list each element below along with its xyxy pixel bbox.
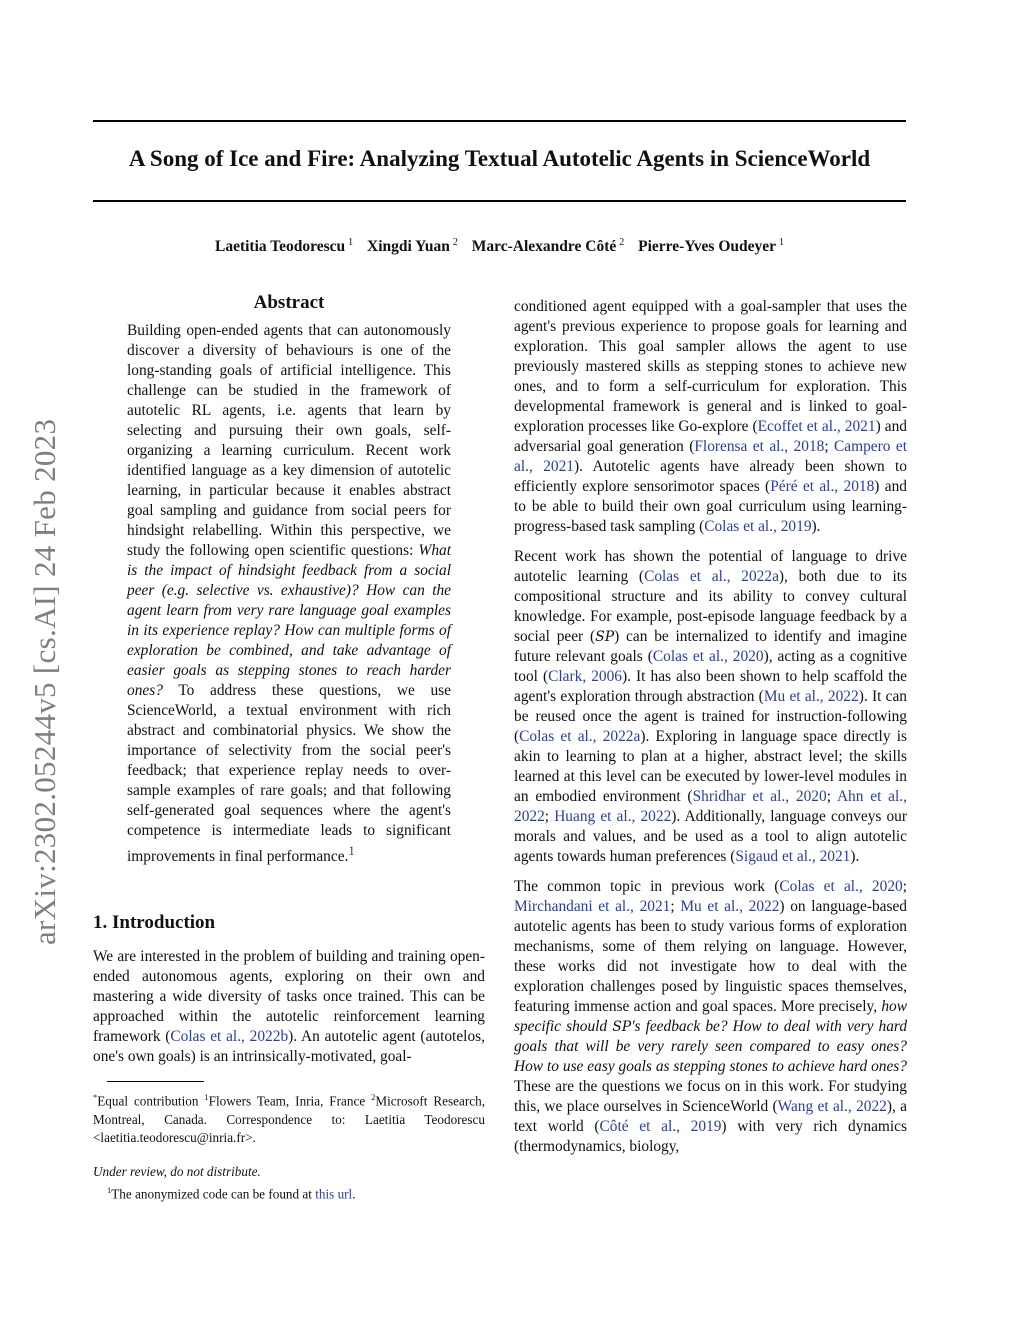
paper-title: A Song of Ice and Fire: Analyzing Textual Autotelic Agents in ScienceWorld bbox=[128, 146, 871, 171]
footnote-rule bbox=[107, 1081, 204, 1082]
citation-link[interactable]: Huang et al., 2022 bbox=[554, 808, 672, 825]
social-peer-symbol: SP bbox=[595, 629, 615, 645]
citation-link[interactable]: Colas et al., 2020 bbox=[652, 648, 764, 665]
body-paragraph: conditioned agent equipped with a goal-sampler that uses the agent's previous experience to propose goals for learning and exploration. This goal sampler allows the agent to use previously mastered skills as stepping stones to achieve new ones, and to form a self-curriculum for exploration. This developmental framework is general and is linked to goal-exploration processes like Go-explore (Ecoffet et al., 2021) and adversarial goal generation (Florensa et al., 2018; Campero et al., 2021). Autotelic agents have already been shown to efficiently explore sensorimotor spaces (Péré et al., 2018) and to be able to build their own goal curriculum using learning-progress-based task sampling (Colas et al., 2019). bbox=[514, 298, 907, 535]
author: Laetitia Teodorescu $^1$ bbox=[214, 237, 354, 256]
citation-link[interactable]: Campero et al., 2021 bbox=[514, 438, 907, 475]
author: Marc-Alexandre Côté $^2$ bbox=[471, 237, 625, 256]
abstract-body: Building open-ended agents that can autonomously discover a diversity of behaviours is one of the long-standing goals of artificial intelligence. This challenge can be studied in the framework of autotelic RL agents, i.e. agents that learn by selecting and pursuing their own goals, self-organizing a learning curriculum. Recent work identified language as a key dimension of autotelic learning, in particular because it enables abstract goal sampling and guidance from social peers for hindsight relabelling. Within this perspective, we study the following open scientific questions: What is the impact of hindsight feedback from a social peer (e.g. selective vs. exhaustive)? How can the agent learn from very rare language goal examples in its experience replay? How can multiple forms of exploration be combined, and take advantage of easier goals as stepping stones to reach harder ones? To address these questions, we use ScienceWorld, a textual environment with rich abstract and combinatorial physics. We show the importance of selectivity from the social peer's feedback; that experience replay needs to over-sample examples of rare goals; and that following self-generated goal sequences where the agent's competence is intermediate leads to significant improvements in final performance.$^1$ bbox=[127, 322, 451, 866]
citation-link[interactable]: Colas et al., 2019 bbox=[704, 518, 812, 535]
right-column bbox=[514, 297, 907, 1157]
author: Xingdi Yuan $^2$ bbox=[367, 237, 458, 256]
body-paragraph: The common topic in previous work (Colas et al., 2020; Mirchandani et al., 2021; Mu et al., 2022) on language-based autotelic agents has been to study various forms of exploration mechanisms, some of them relying on language. However, these works did not investigate how to deal with the exploration challenges posed by linguistic spaces themselves, featuring immense action and goal spaces. More precisely, how specific should SP's feedback be? How to deal with very hard goals that will be very rarely seen compared to easy ones? How to use easy goals as stepping stones to achieve hard ones? These are the questions we focus on in this work. For studying this, we place ourselves in ScienceWorld (Wang et al., 2022), a text world (Côté et al., 2019) with very rich dynamics (thermodynamics, biology, bbox=[514, 878, 908, 1155]
author-list bbox=[93, 237, 906, 256]
author: Pierre-Yves Oudeyer $^1$ bbox=[638, 237, 785, 256]
section-heading-introduction: 1. Introduction bbox=[93, 912, 216, 934]
intro-paragraph: We are interested in the problem of building and training open-ended autonomous agents, exploring on their own and mastering a wide diversity of tasks once trained. This can be approached within the autotelic reinforcement learning framework (Colas et al., 2022b). An autotelic agent (autotelos, one's own goals) is an intrinsically-motivated, goal- bbox=[93, 948, 485, 1066]
citation-link[interactable]: Colas et al., 2020 bbox=[779, 878, 903, 895]
under-review-notice: Under review, do not distribute. bbox=[93, 1163, 261, 1179]
social-peer-symbol: SP bbox=[612, 1019, 632, 1035]
citation-link[interactable]: Shridhar et al., 2020 bbox=[692, 788, 827, 805]
citation-link[interactable]: Colas et al., 2022a bbox=[644, 568, 779, 585]
citation-link[interactable]: Ahn et al., 2022 bbox=[514, 788, 907, 825]
left-column bbox=[93, 293, 485, 1203]
citation-link[interactable]: Colas et al., 2022b bbox=[170, 1028, 289, 1046]
citation-link[interactable]: Wang et al., 2022 bbox=[777, 1098, 887, 1115]
body-paragraph: Recent work has shown the potential of language to drive autotelic learning (Colas et al., 2022a), both due to its compositional structure and its ability to convey cultural knowledge. For example, post-episode language feedback by a social peer (SP) can be internalized to identify and imagine future relevant goals (Colas et al., 2020), acting as a cognitive tool (Clark, 2006). It has also been shown to help scaffold the agent's exploration through abstraction (Mu et al., 2022). It can be reused once the agent is trained for instruction-following (Colas et al., 2022a). Exploring in language space directly is akin to learning to plan at a higher, abstract level; the skills learned at this level can be executed by lower-level modules in an embodied environment (Shridhar et al., 2020; Ahn et al., 2022; Huang et al., 2022). Additionally, language conveys our morals and values, and be used as a tool to align autotelic agents towards human preferences (Sigaud et al., 2021). bbox=[514, 548, 908, 865]
citation-link[interactable]: Clark, 2006 bbox=[548, 668, 623, 685]
citation-link[interactable]: Côté et al., 2019 bbox=[599, 1118, 722, 1135]
code-url-link[interactable]: this url bbox=[315, 1185, 353, 1201]
citation-link[interactable]: Florensa et al., 2018 bbox=[694, 438, 825, 455]
footnote-affiliations: *Equal contribution $^1$Flowers Team, Inria, France $^2$Microsoft Research, Montreal, Canada. Correspondence to: Laetitia Teodorescu <laetitia.teodorescu@inria.fr>. bbox=[93, 1092, 485, 1145]
citation-link[interactable]: Mu et al., 2022 bbox=[763, 688, 859, 705]
footnote-code: $^1$The anonymized code can be found at this url. bbox=[107, 1184, 356, 1201]
citation-link[interactable]: Colas et al., 2022a bbox=[519, 728, 641, 745]
abstract-heading: Abstract bbox=[253, 292, 325, 313]
citation-link[interactable]: Sigaud et al., 2021 bbox=[735, 848, 851, 865]
title-top-rule bbox=[93, 120, 906, 122]
citation-link[interactable]: Péré et al., 2018 bbox=[770, 478, 875, 495]
arxiv-identifier-stamp: arXiv:2302.05244v5 [cs.AI] 24 Feb 2023 bbox=[27, 418, 62, 945]
title-bottom-rule bbox=[93, 200, 906, 202]
citation-link[interactable]: Mu et al., 2022 bbox=[680, 898, 780, 915]
citation-link[interactable]: Mirchandani et al., 2021 bbox=[514, 898, 671, 915]
citation-link[interactable]: Ecoffet et al., 2021 bbox=[757, 418, 876, 435]
footnote-link[interactable]: 1 bbox=[348, 844, 355, 858]
